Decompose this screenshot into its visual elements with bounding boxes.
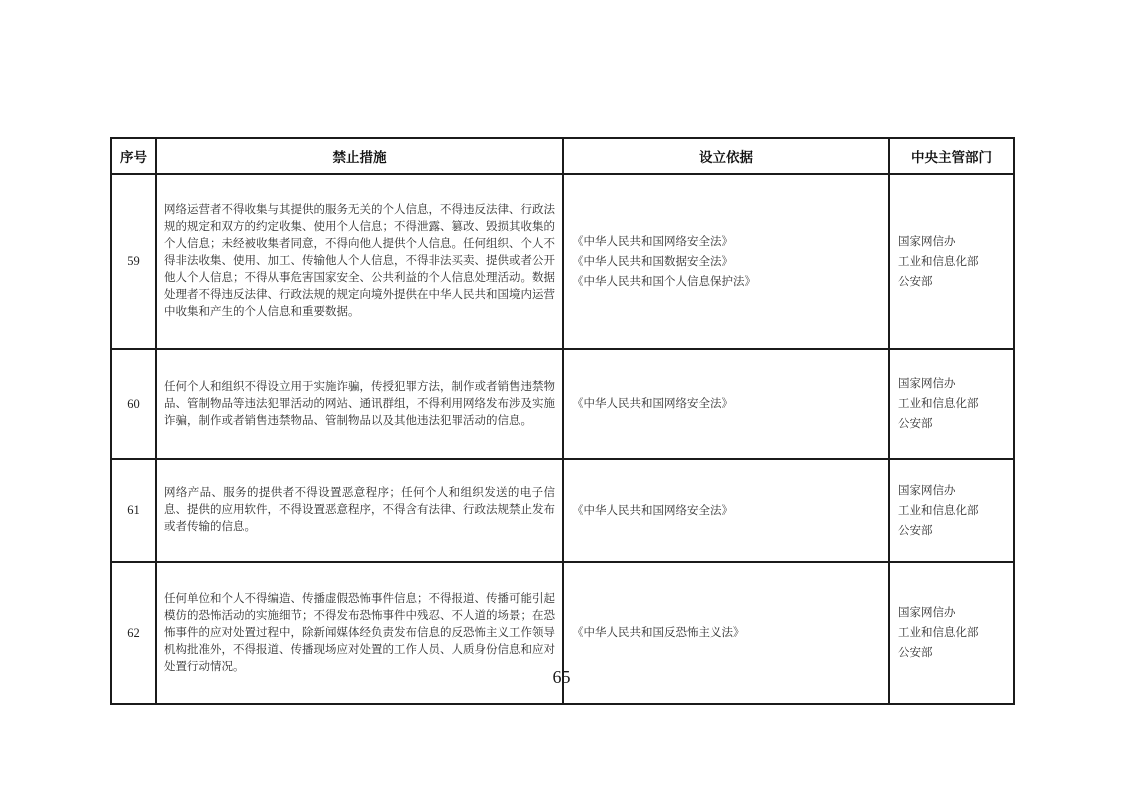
department-item: 公安部 [898, 524, 933, 537]
basis-item: 《中华人民共和国数据安全法》 [572, 255, 733, 268]
basis-item: 《中华人民共和国网络安全法》 [572, 235, 733, 248]
row-number: 61 [111, 459, 156, 562]
row-number: 59 [111, 174, 156, 349]
prohibited-measures-table [110, 137, 1015, 705]
row-number: 60 [111, 349, 156, 459]
row-number: 62 [111, 562, 156, 704]
department-item: 公安部 [898, 418, 933, 430]
table-row [111, 174, 1014, 349]
basis-list [563, 459, 889, 562]
department-list [889, 459, 1014, 562]
measure-text: 任何个人和组织不得设立用于实施诈骗，传授犯罪方法，制作或者销售违禁物品、管制物品等违法犯罪活动的网站、通讯群组，不得利用网络发布涉及实施诈骗，制作或者销售违禁物品、管制物品以及其他违法犯罪活动的信息。 [156, 349, 563, 459]
basis-item: 《中华人民共和国反恐怖主义法》 [572, 627, 745, 639]
measure-text: 网络运营者不得收集与其提供的服务无关的个人信息，不得违反法律、行政法规的规定和双方的约定收集、使用个人信息；不得泄露、篡改、毁损其收集的个人信息；未经被收集者同意，不得向他人提供个人信息。任何组织、个人不得非法收集、使用、加工、传输他人个人信息，不得非法买卖、提供或者公开他人个人信息；不得从事危害国家安全、公共利益的个人信息处理活动。数据处理者不得违反法律、行政法规的规定向境外提供在中华人民共和国境内运营中收集和产生的个人信息和重要数据。 [156, 174, 563, 349]
department-list [889, 349, 1014, 459]
basis-item: 《中华人民共和国网络安全法》 [572, 398, 733, 410]
department-item: 国家网信办 [898, 235, 956, 248]
page-number: 65 [552, 667, 571, 687]
department-item: 工业和信息化部 [898, 255, 979, 268]
department-list [889, 174, 1014, 349]
department-item: 工业和信息化部 [898, 504, 979, 517]
header-cell-basis: 设立依据 [563, 138, 889, 174]
measure-text: 网络产品、服务的提供者不得设置恶意程序；任何个人和组织发送的电子信息、提供的应用软件，不得设置恶意程序，不得含有法律、行政法规禁止发布或者传输的信息。 [156, 459, 563, 562]
department-item: 工业和信息化部 [898, 627, 979, 639]
basis-item: 《中华人民共和国网络安全法》 [572, 504, 733, 517]
header-cell-department: 中央主管部门 [889, 138, 1014, 174]
department-item: 国家网信办 [898, 378, 956, 390]
basis-list [563, 174, 889, 349]
department-item: 工业和信息化部 [898, 398, 979, 410]
department-item: 国家网信办 [898, 607, 956, 619]
basis-item: 《中华人民共和国个人信息保护法》 [572, 275, 756, 288]
measure-text: 任何单位和个人不得编造、传播虚假恐怖事件信息；不得报道、传播可能引起模仿的恐怖活动的实施细节；不得发布恐怖事件中残忍、不人道的场景；在恐怖事件的应对处置过程中，除新闻媒体经负责发布信息的反恐怖主义工作领导机构批准外，不得报道、传播现场应对处置的工作人员、人质身份信息和应对处置行动情况。 [156, 562, 563, 704]
basis-list [563, 349, 889, 459]
department-item: 公安部 [898, 647, 933, 659]
department-item: 国家网信办 [898, 484, 956, 497]
department-item: 公安部 [898, 275, 933, 288]
table-row [111, 349, 1014, 459]
table-header-row [111, 138, 1014, 174]
table-row [111, 459, 1014, 562]
header-cell-measure: 禁止措施 [156, 138, 563, 174]
header-cell-no: 序号 [111, 138, 156, 174]
